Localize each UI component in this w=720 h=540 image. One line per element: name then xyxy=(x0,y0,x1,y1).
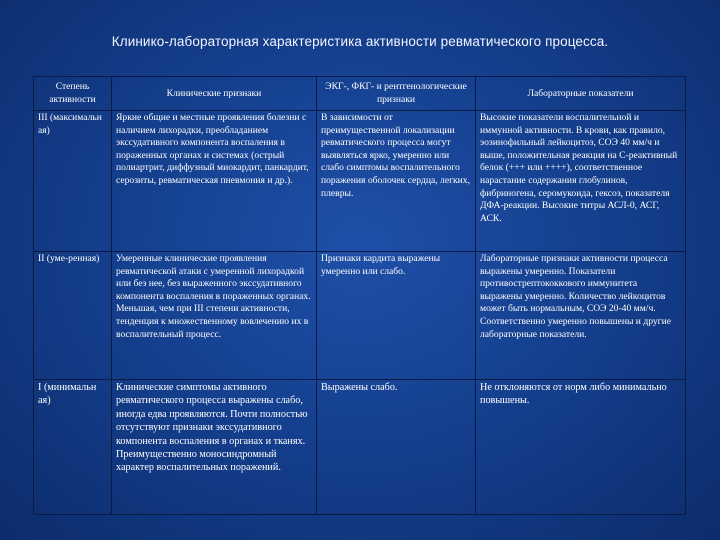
table-row xyxy=(34,111,686,252)
cell-ecg: Выражены слабо. xyxy=(317,380,476,515)
table-row xyxy=(34,380,686,515)
cell-degree: I (минимальн ая) xyxy=(34,380,112,515)
cell-ecg: Признаки кардита выражены умеренно или слабо. xyxy=(317,252,476,380)
cell-clinical: Умеренные клинические проявления ревматической атаки с умеренной лихорадкой или без нее, без выраженного экссудативного компонента воспаления в пораженных органах. Меньшая, чем при III степени активности, тенденция к множественному вовлечению их в воспалительный процесс. xyxy=(112,252,317,380)
cell-lab: Не отклоняются от норм либо минимально повышены. xyxy=(476,380,686,515)
table-header-row xyxy=(34,77,686,111)
table-row xyxy=(34,252,686,380)
slide-title: Клинико-лабораторная характеристика активности ревматического процесса. xyxy=(111,34,609,49)
cell-degree: III (максимальн ая) xyxy=(34,111,112,252)
activity-table xyxy=(33,76,686,515)
cell-degree: II (уме-ренная) xyxy=(34,252,112,380)
header-ecg-xray-signs: ЭКГ-, ФКГ- и рентгенологические признаки xyxy=(317,77,476,111)
cell-clinical: Клинические симптомы активного ревматического процесса выражены слабо, иногда едва проявляются. Почти полностью отсутствуют признаки экссудативного компонента воспаления в органах и тканях. Преимущественно моносиндромный характер воспалительных поражений. xyxy=(112,380,317,515)
header-clinical-signs: Клинические признаки xyxy=(112,77,317,111)
cell-lab: Высокие показатели воспалительной и иммунной активности. В крови, как правило, эозинофильный лейкоцитоз, СОЭ 40 мм/ч и выше, положительная реакция на С-реактивный белок (+++ или ++++), соответственное нарастание содержания глобулинов, фибриногена, серомукоида, гексоз, показателя ДФА-реакции. Высокие титры АСЛ-0, АСГ, АСК. xyxy=(476,111,686,252)
header-activity-degree: Степень активности xyxy=(34,77,112,111)
header-lab-indicators: Лабораторные показатели xyxy=(476,77,686,111)
cell-ecg: В зависимости от преимущественной локализации ревматического процесса могут выявляться ярко, умеренно или слабо симптомы воспалительного поражения оболочек сердца, легких, плевры. xyxy=(317,111,476,252)
cell-clinical: Яркие общие и местные проявления болезни с наличием лихорадки, преобладанием экссудативного компонента воспаления в пораженных органах и системах (острый полиартрит, диффузный миокардит, панкардит, серозиты, ревматическая пневмония и др.). xyxy=(112,111,317,252)
cell-lab: Лабораторные признаки активности процесса выражены умеренно. Показатели противострептококкового иммунитета выражены умеренно. Количество лейкоцитов может быть нормальным, СОЭ 20-40 мм/ч. Соответственно умеренно повышены и другие лабораторные показатели. xyxy=(476,252,686,380)
